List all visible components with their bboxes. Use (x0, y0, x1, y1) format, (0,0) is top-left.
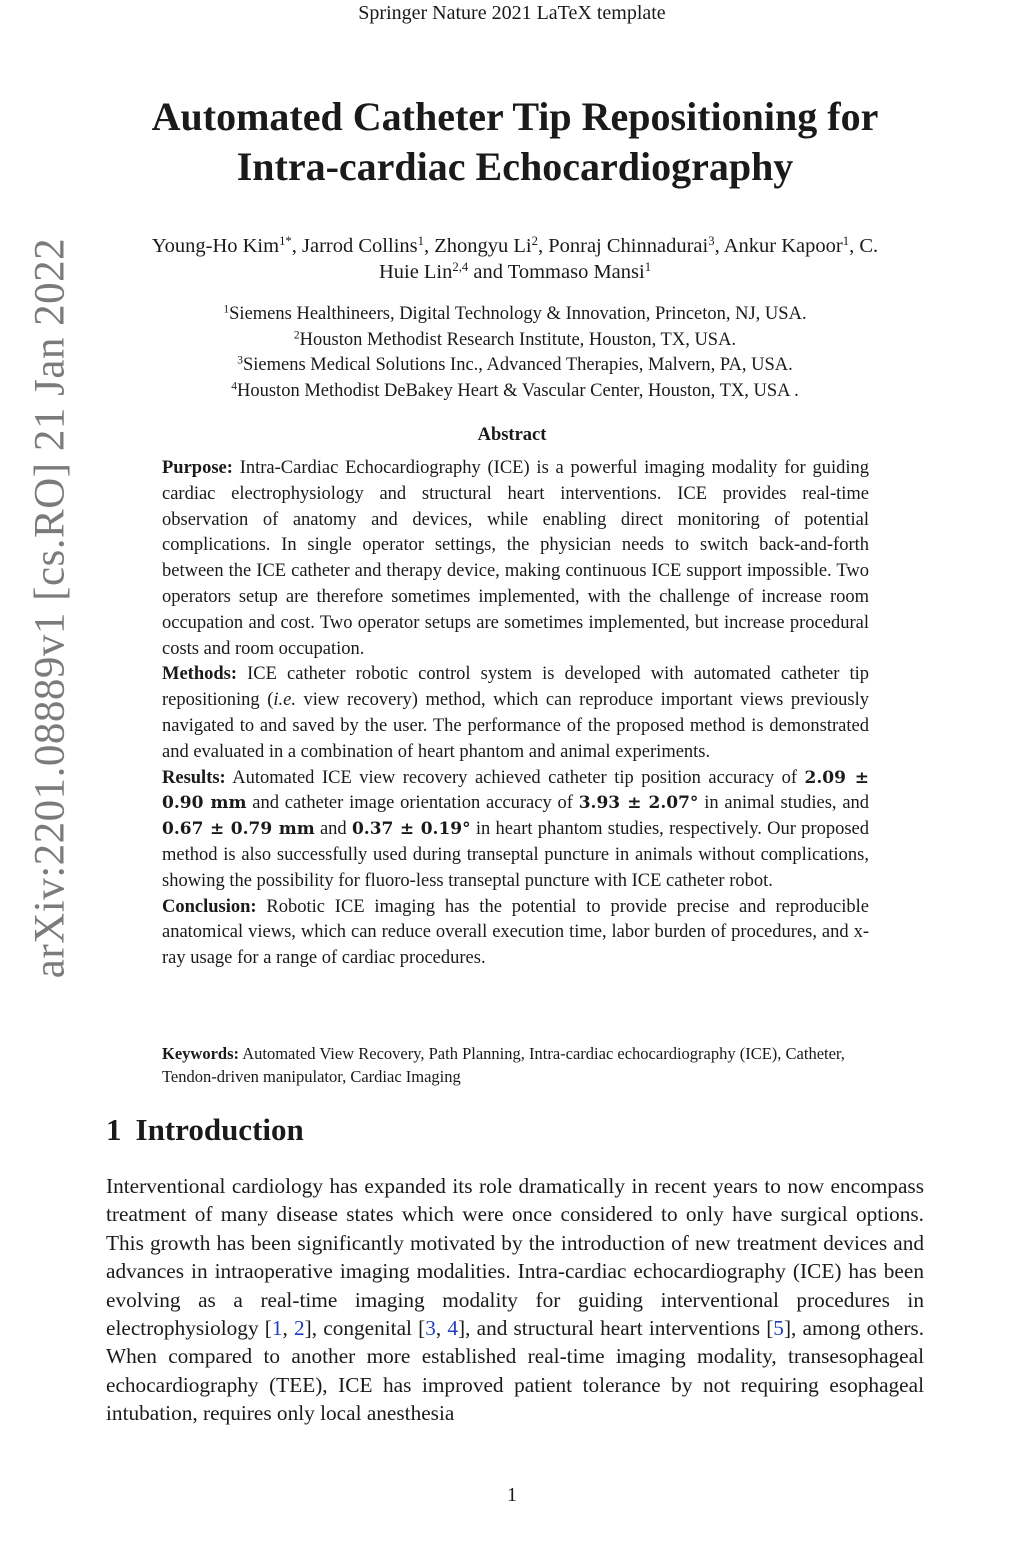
author-name: Young-Ho Kim (151, 235, 280, 257)
affiliation: $^2$Houston Methodist Research Institute, Houston, TX, USA. (293, 329, 737, 350)
running-head: Springer Nature 2021 LaTeX template (358, 2, 666, 24)
result-value: 2.09 ± 0.90 mm (162, 767, 869, 814)
author-affiliation-mark: 3 (708, 234, 715, 249)
paper-title: Automated Catheter Tip Repositioning for Intra-cardiac Echocardiography (151, 94, 879, 189)
citation-link[interactable]: 2 (294, 1316, 305, 1341)
author-name: Jarrod Collins (302, 235, 418, 257)
affiliation: $^4$Houston Methodist DeBakey Heart & Vascular Center, Houston, TX, USA . (231, 380, 799, 401)
citation-link[interactable]: 3 (425, 1316, 436, 1341)
citation-link[interactable]: 1 (271, 1316, 283, 1341)
author-name: Ponraj Chinnadurai (548, 235, 709, 257)
abstract-results: Results: Automated ICE view recovery achieved catheter tip position accuracy of 2.09 ± 0.90 mm and catheter image orientation accuracy of 3.93 ± 2.07° in animal studies, and 0.67 ± 0.79 mm and 0.37 ± 0.19° in heart phantom studies, respectively. Our proposed method is also successfully used during transeptal puncture in animals without complications, showing the possibility for fluoro-less transeptal puncture with ICE catheter robot. (162, 767, 870, 891)
author-affiliation-mark: 1 (644, 260, 652, 275)
author-affiliation-mark: 2 (531, 234, 538, 249)
author-affiliation-mark: 1 (417, 234, 424, 249)
author-affiliation-mark: 1 (842, 234, 850, 249)
author-name: C. Huie Lin (378, 235, 879, 283)
arxiv-stamp: arXiv:2201.08889v1 [cs.RO] 21 Jan 2022 (26, 237, 74, 979)
author-name: Ankur Kapoor (723, 235, 843, 257)
affiliation-list (130, 302, 900, 404)
result-value: 3.93 ± 2.07° (578, 793, 699, 814)
author-name: Zhongyu Li (434, 235, 532, 257)
affiliation: $^3$Siemens Medical Solutions Inc., Advanced Therapies, Malvern, PA, USA. (237, 354, 793, 375)
result-value: 0.67 ± 0.79 mm (162, 819, 315, 840)
author-name: Tommaso Mansi (507, 261, 645, 283)
abstract-body (162, 456, 869, 972)
abstract-purpose: Purpose: Intra-Cardiac Echocardiography (ICE) is a powerful imaging modality for guiding cardiac electrophysiology and structural heart interventions. ICE provides real-time observation of anatomy and devices, while enabling direct monitoring of potential complications. In single operator settings, the physician needs to switch back-and-forth between the ICE catheter and therapy device, making continuous ICE support impossible. Two operators setup are therefore sometimes implemented, with the challenge of increase room occupation and cost. Two operator setups are sometimes implemented, but increase procedural costs and room occupation. (162, 458, 870, 659)
page-number: 1 (507, 1484, 517, 1506)
citation-link[interactable]: 4 (447, 1316, 459, 1341)
keywords-label: Keywords: (162, 1044, 239, 1063)
section-title: Introduction (135, 1112, 304, 1147)
abstract-heading: Abstract (477, 425, 547, 445)
keywords-text: Automated View Recovery, Path Planning, Intra-cardiac echocardiography (ICE), Catheter, Tendon-driven manipulator, Cardiac Imaging (162, 1044, 845, 1086)
intro-paragraph: Interventional cardiology has expanded its role dramatically in recent years to now encompass treatment of many disease states which were once considered to only have surgical options. This growth has been significantly motivated by the introduction of new treatment devices and advances in intraoperative imaging modalities. Intra-cardiac echocardiography (ICE) has been evolving as a real-time imaging modality for guiding interventional procedures in electrophysiology [1, 2], congenital [3, 4], and structural heart interventions [5], among others. When compared to another more established real-time imaging modality, transesophageal echocardiography (TEE), ICE has improved patient tolerance by not requiring esophageal intubation, requires only local anesthesia (106, 1174, 925, 1426)
affiliation: $^1$Siemens Healthineers, Digital Technology & Innovation, Princeton, NJ, USA. (223, 303, 807, 324)
section-heading (106, 1112, 304, 1148)
author-list: Young-Ho Kim$^{1*}$, Jarrod Collins$^1$, Zhongyu Li$^2$, Ponraj Chinnadurai$^3$, Ankur Kapoor$^1$, C. Huie Lin$^{2,4}$ and Tommaso Mansi$^1$ (151, 234, 879, 283)
abstract-conclusion: Conclusion: Robotic ICE imaging has the potential to provide precise and reproducible anatomical views, which can reduce overall execution time, labor burden of procedures, and x-ray usage for a range of cardiac procedures. (162, 896, 869, 969)
result-value: 0.37 ± 0.19° (351, 819, 471, 840)
abstract-methods: Methods: ICE catheter robotic control system is developed with automated catheter tip repositioning (i.e. view recovery) method, which can reproduce important views previously navigated to and saved by the user. The performance of the proposed method is demonstrated and evaluated in a combination of heart phantom and animal experiments. (162, 664, 870, 762)
author-affiliation-mark: 2,4 (452, 260, 469, 275)
keywords (162, 1042, 869, 1088)
author-affiliation-mark: 1* (279, 234, 292, 249)
citation-link[interactable]: 5 (773, 1316, 784, 1341)
section-number: 1 (106, 1112, 122, 1147)
